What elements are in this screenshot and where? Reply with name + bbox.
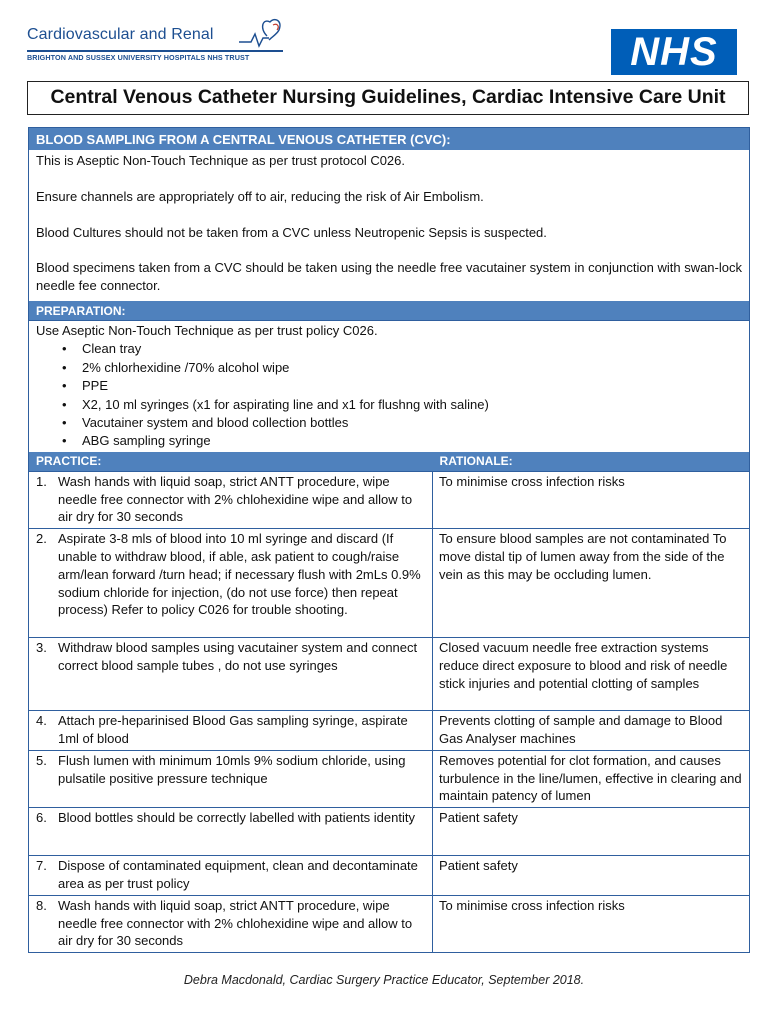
step-cell bbox=[29, 856, 433, 896]
paragraph: This is Aseptic Non-Touch Technique as per trust protocol C026. bbox=[36, 153, 406, 168]
table-row bbox=[29, 471, 749, 528]
blood-sampling-heading: BLOOD SAMPLING FROM A CENTRAL VENOUS CATHETER (CVC): bbox=[29, 128, 749, 150]
step-number: 4. bbox=[36, 713, 47, 729]
rationale-cell: Patient safety bbox=[433, 856, 749, 896]
preparation-body bbox=[29, 320, 749, 452]
step-number: 3. bbox=[36, 640, 47, 656]
step-number: 2. bbox=[36, 531, 47, 547]
step-cell bbox=[29, 638, 433, 711]
table-row bbox=[29, 750, 749, 807]
logo-subtitle: BRIGHTON AND SUSSEX UNIVERSITY HOSPITALS NHS TRUST bbox=[27, 53, 250, 62]
rationale-cell: To minimise cross infection risks bbox=[433, 471, 749, 528]
list-item: • 2% chlorhexidine /70% alcohol wipe bbox=[62, 359, 742, 377]
step-cell bbox=[29, 471, 433, 528]
step-text: Wash hands with liquid soap, strict ANTT procedure, wipe needle free connector with 2% chlohexidine wipe and allow to air dry for 30 seconds bbox=[58, 473, 413, 525]
step-text: Flush lumen with minimum 10mls 9% sodium chloride, using pulsatile positive pressure technique bbox=[58, 752, 406, 786]
step-text: Wash hands with liquid soap, strict ANTT procedure, wipe needle free connector with 2% chlohexidine wipe and allow to air dry for 30 seconds bbox=[58, 897, 413, 949]
step-text: Blood bottles should be correctly labelled with patients identity bbox=[58, 810, 415, 826]
step-number: 6. bbox=[36, 810, 47, 826]
rationale-cell: Closed vacuum needle free extraction systems reduce direct exposure to blood and risk of needle stick injuries and potential clotting of samples bbox=[433, 638, 749, 711]
rationale-heading: RATIONALE: bbox=[433, 452, 749, 472]
step-number: 5. bbox=[36, 752, 47, 768]
step-text: Withdraw blood samples using vacutainer system and connect correct blood sample tubes , do not use syringes bbox=[58, 640, 418, 674]
table-row bbox=[29, 895, 749, 952]
table-row bbox=[29, 856, 749, 896]
list-item: • Vacutainer system and blood collection bottles bbox=[62, 414, 742, 432]
list-item: • PPE bbox=[62, 377, 742, 395]
step-cell bbox=[29, 529, 433, 638]
rationale-cell: To minimise cross infection risks bbox=[433, 895, 749, 952]
paragraph: Blood specimens taken from a CVC should be taken using the needle free vacutainer system in conjunction with swan-lock needle fee connector. bbox=[36, 260, 742, 294]
trust-logo bbox=[27, 22, 283, 74]
footer-credit: Debra Macdonald, Cardiac Surgery Practice Educator, September 2018. bbox=[183, 973, 585, 987]
list-item: • ABG sampling syringe bbox=[62, 432, 742, 450]
list-item: • Clean tray bbox=[62, 340, 742, 358]
table-row bbox=[29, 638, 749, 711]
step-cell bbox=[29, 711, 433, 751]
logo-title: Cardiovascular and Renal bbox=[27, 26, 214, 43]
rationale-cell: To ensure blood samples are not contaminated To move distal tip of lumen away from the side of the vein as this may be occluding lumen. bbox=[433, 529, 749, 638]
preparation-list bbox=[36, 340, 742, 450]
practice-header-row bbox=[29, 452, 749, 472]
guideline-table bbox=[28, 127, 750, 953]
table-row bbox=[29, 529, 749, 638]
step-cell bbox=[29, 750, 433, 807]
preparation-heading: PREPARATION: bbox=[29, 301, 749, 320]
rationale-cell: Patient safety bbox=[433, 808, 749, 856]
nhs-logo: NHS bbox=[611, 29, 737, 75]
table-row bbox=[29, 808, 749, 856]
paragraph: Blood Cultures should not be taken from a CVC unless Neutropenic Sepsis is suspected. bbox=[36, 224, 547, 240]
step-text: Aspirate 3-8 mls of blood into 10 ml syringe and discard (If unable to withdraw blood, if able, ask patient to cough/raise arm/lean forward /turn head; if necessary flush with 2mLs 0.9% sodium chloride for injection, (do not use force) then repeat process) Refer to policy C026 for trouble shooting. bbox=[58, 531, 421, 618]
preparation-intro: Use Aseptic Non-Touch Technique as per trust policy C026. bbox=[36, 322, 378, 338]
list-item: • X2, 10 ml syringes (x1 for aspirating line and x1 for flushng with saline) bbox=[62, 396, 742, 414]
table-row bbox=[29, 711, 749, 751]
practice-table bbox=[29, 452, 749, 952]
rationale-cell: Prevents clotting of sample and damage to Blood Gas Analyser machines bbox=[433, 711, 749, 751]
step-number: 1. bbox=[36, 473, 47, 489]
step-number: 8. bbox=[36, 897, 47, 913]
step-text: Dispose of contaminated equipment, clean and decontaminate area as per trust policy bbox=[58, 858, 418, 891]
step-cell bbox=[29, 895, 433, 952]
step-number: 7. bbox=[36, 858, 47, 874]
page-title: Central Venous Catheter Nursing Guidelines, Cardiac Intensive Care Unit bbox=[50, 86, 726, 108]
rationale-cell: Removes potential for clot formation, and causes turbulence in the line/lumen, effective in clearing and maintain patency of lumen bbox=[433, 750, 749, 807]
blood-sampling-body bbox=[29, 150, 749, 301]
step-text: Attach pre-heparinised Blood Gas sampling syringe, aspirate 1ml of blood bbox=[58, 713, 408, 747]
practice-heading: PRACTICE: bbox=[29, 452, 433, 472]
paragraph: Ensure channels are appropriately off to air, reducing the risk of Air Embolism. bbox=[36, 188, 484, 204]
logo-underline bbox=[27, 50, 283, 52]
title-box bbox=[27, 81, 749, 115]
step-cell bbox=[29, 808, 433, 856]
heart-kidney-icon bbox=[237, 16, 289, 50]
